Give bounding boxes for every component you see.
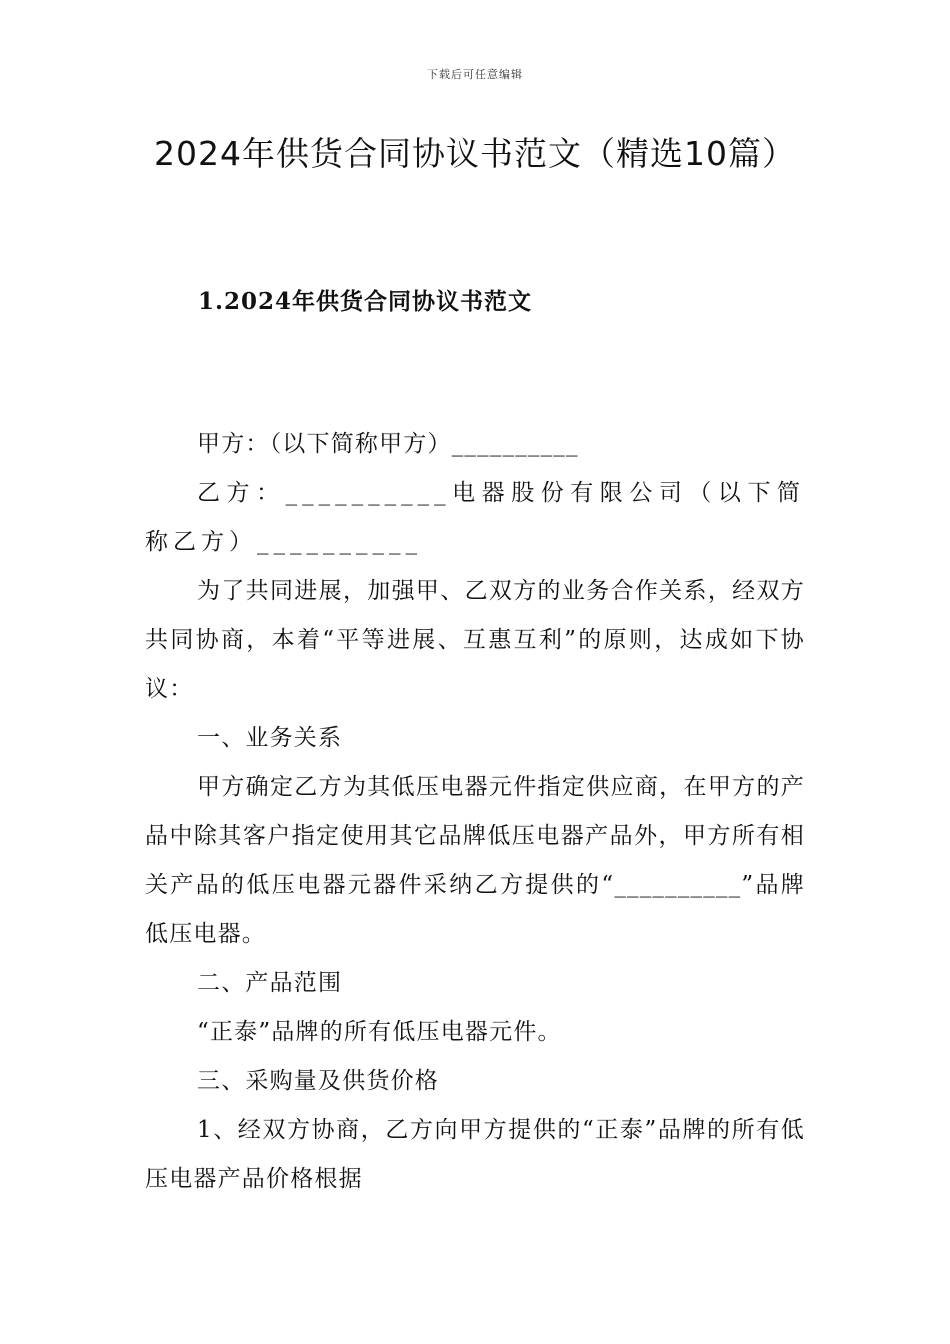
section-title: 1.2024年供货合同协议书范文: [198, 288, 533, 315]
party-b-line: 乙方：__________电器股份有限公司（以下简称乙方）__________: [145, 480, 805, 555]
purchase-price-paragraph: 1、经双方协商，乙方向甲方提供的“正泰”品牌的所有低压电器产品价格根据: [145, 1117, 805, 1192]
preamble-paragraph: 为了共同进展，加强甲、乙双方的业务合作关系，经双方共同协商，本着“平等进展、互惠互利”的原则，达成如下协议：: [145, 578, 805, 702]
product-scope-paragraph: “正泰”品牌的所有低压电器元件。: [197, 1019, 562, 1045]
clause-heading-business-relationship: 一、业务关系: [197, 725, 343, 751]
business-relationship-paragraph: 甲方确定乙方为其低压电器元件指定供应商，在甲方的产品中除其客户指定使用其它品牌低压电器产品外，甲方所有相关产品的低压电器元器件采纳乙方提供的“__________”品牌低压电器。: [145, 774, 805, 947]
header-note: 下载后可任意编辑: [427, 68, 523, 81]
document-title: 2024年供货合同协议书范文（精选10篇）: [154, 134, 796, 173]
document-body: [145, 420, 805, 1204]
party-a-line: 甲方：（以下简称甲方）__________: [197, 431, 579, 457]
clause-heading-purchase-and-price: 三、采购量及供货价格: [197, 1068, 439, 1094]
clause-heading-product-scope: 二、产品范围: [197, 970, 343, 996]
